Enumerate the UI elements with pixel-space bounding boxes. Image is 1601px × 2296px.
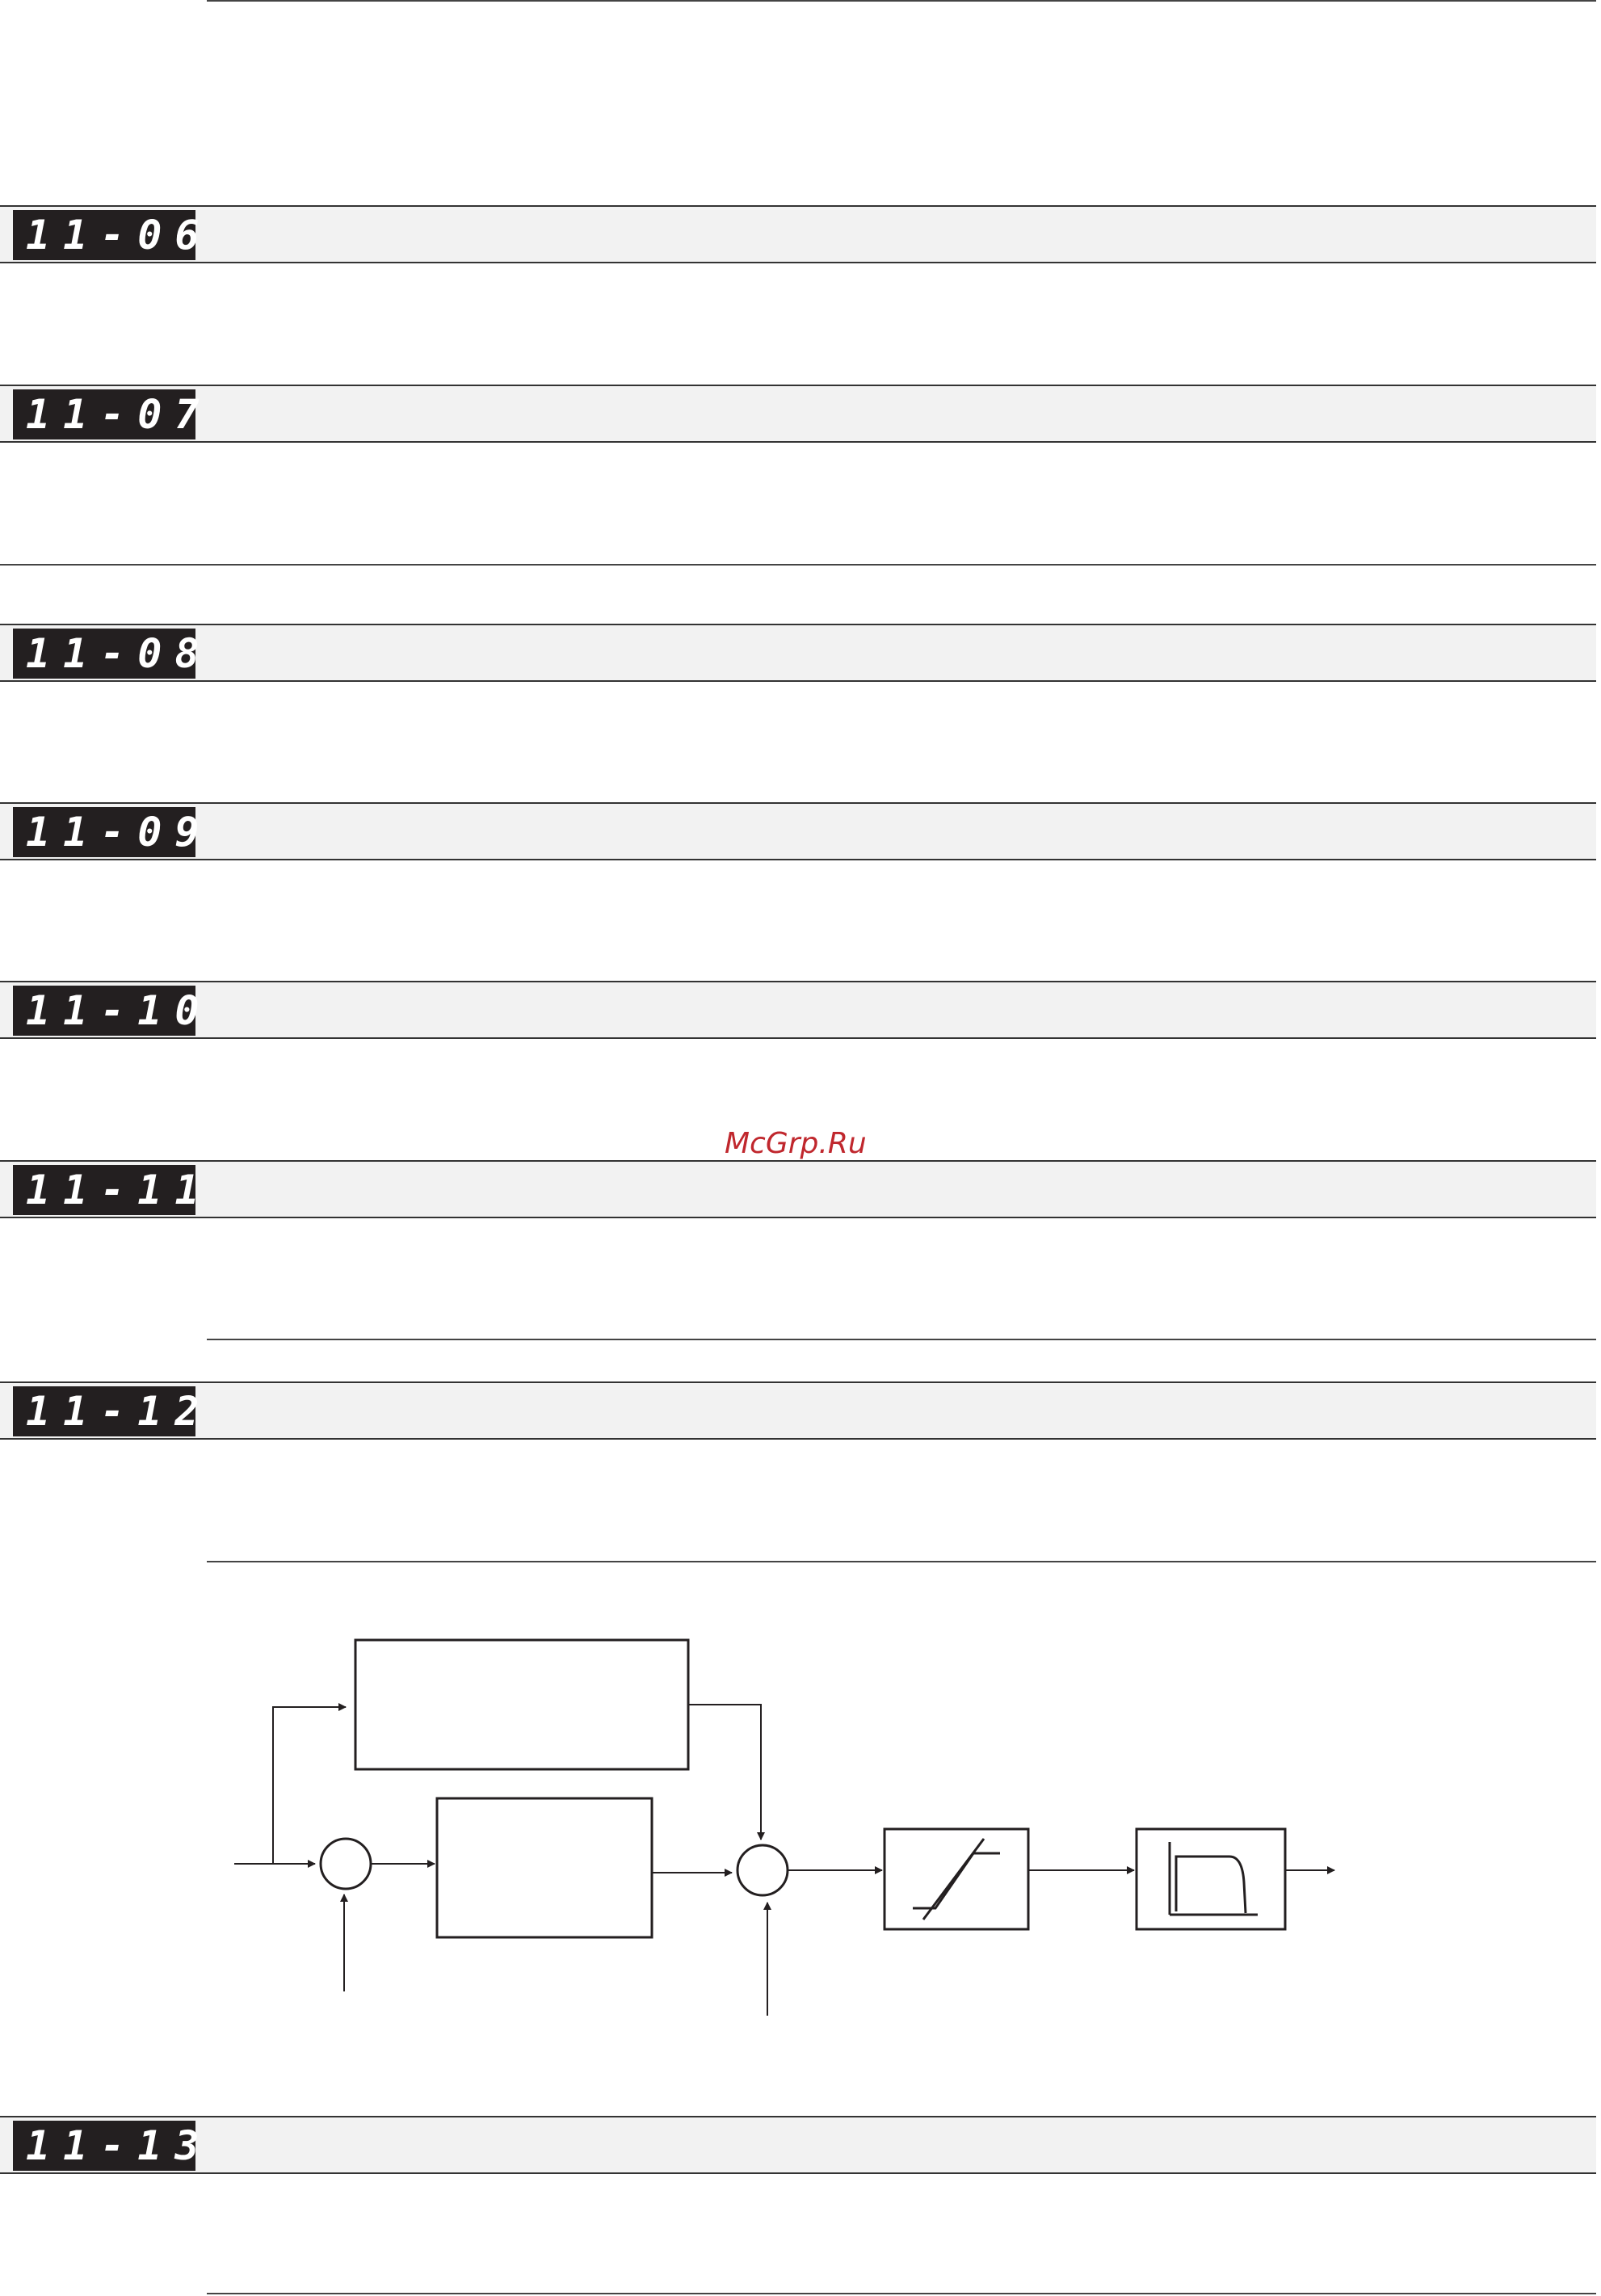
param-code-display: 11-09 [13,807,195,857]
saturation-icon [913,1839,1000,1920]
summing-junction-1 [321,1839,371,1889]
feedforward-merge-line [688,1705,761,1840]
controller-block [437,1798,652,1937]
param-code-display: 11-12 [13,1386,195,1436]
summing-junction-2 [737,1845,788,1895]
param-code-display: 11-08 [13,629,195,679]
param-code-display: 11-11 [13,1165,195,1215]
param-code-display: 11-13 [13,2121,195,2171]
watermark: McGrp.Ru [725,1127,867,1160]
param-code-display: 11-06 [13,210,195,260]
upper-gain-block [355,1640,688,1769]
param-code-display: 11-10 [13,986,195,1036]
lowpass-filter-icon [1170,1842,1258,1915]
param-code-display: 11-07 [13,389,195,439]
